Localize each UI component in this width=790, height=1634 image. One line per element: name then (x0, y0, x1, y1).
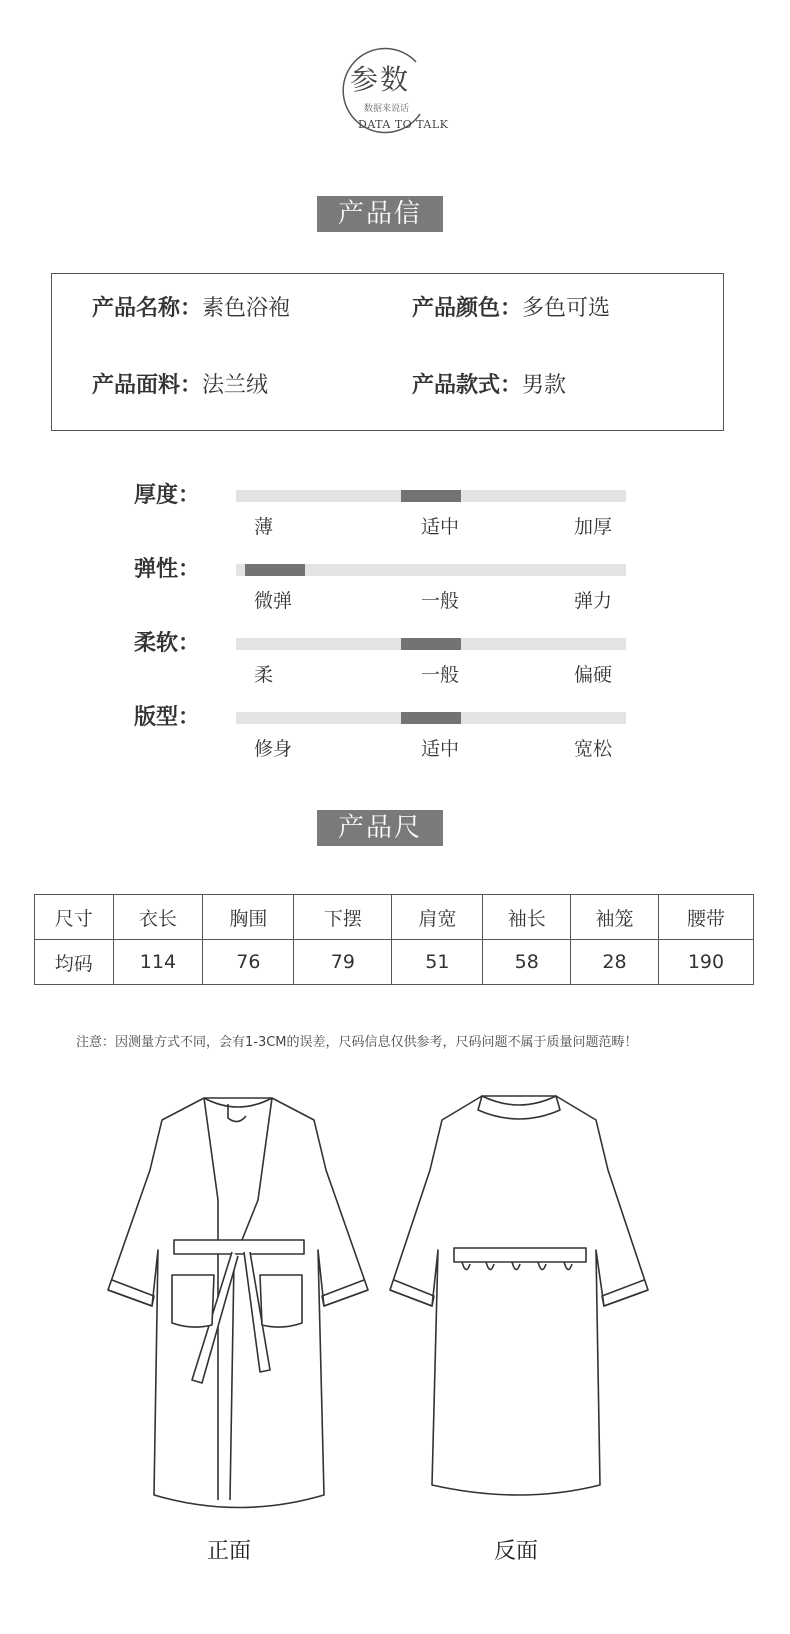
attr-tick-low: 修身 (254, 738, 293, 760)
info-item-style (412, 368, 566, 399)
attr-tick-high: 弹力 (574, 590, 613, 612)
table-cell: 58 (483, 940, 571, 985)
table-header-cell: 下摆 (294, 895, 392, 940)
info-value: 素色浴袍 (202, 296, 291, 321)
logo-title: 参数 (350, 63, 411, 96)
attr-tick-mid: 一般 (421, 590, 460, 612)
table-header-cell: 袖长 (483, 895, 571, 940)
attr-tick-high: 宽松 (574, 738, 613, 760)
table-cell: 均码 (35, 940, 114, 985)
attr-label-softness: 柔软： (134, 631, 201, 656)
table-cell: 51 (392, 940, 483, 985)
measurement-note: 注意：因测量方式不同，会有1-3CM的误差，尺码信息仅供参考，尺码问题不属于质量问题范畴！ (76, 1035, 638, 1050)
attr-tick-low: 微弹 (254, 590, 293, 612)
attr-tick-mid: 一般 (421, 664, 460, 686)
info-item-fabric (92, 368, 268, 399)
attr-tick-mid: 适中 (421, 738, 460, 760)
table-header-cell: 尺寸 (35, 895, 114, 940)
attr-level-indicator (401, 712, 461, 724)
table-cell: 190 (658, 940, 753, 985)
attr-level-indicator (401, 638, 461, 650)
table-cell: 76 (203, 940, 294, 985)
table-header-cell: 袖笼 (571, 895, 659, 940)
info-item-name (92, 291, 290, 322)
info-key: 产品面料： (92, 373, 203, 398)
table-cell: 114 (113, 940, 203, 985)
attr-tick-low: 薄 (254, 516, 274, 538)
attr-tick-low: 柔 (254, 664, 274, 686)
logo-english: DATA TO TALK (358, 118, 449, 131)
attr-track-thickness (236, 490, 626, 502)
attr-track-fit (236, 712, 626, 724)
attr-level-indicator (401, 490, 461, 502)
info-key: 产品名称： (92, 296, 203, 321)
attr-label-fit: 版型： (134, 705, 201, 730)
table-cell: 28 (571, 940, 659, 985)
attr-track-softness (236, 638, 626, 650)
table-header-cell: 肩宽 (392, 895, 483, 940)
info-key: 产品款式： (412, 373, 523, 398)
attr-label-elasticity: 弹性： (134, 557, 201, 582)
logo-subtitle: 数据来说话 (364, 104, 410, 114)
info-key: 产品颜色： (412, 296, 523, 321)
attr-label-thickness: 厚度： (134, 483, 201, 508)
robe-front-drawing (104, 1080, 374, 1520)
info-section-title: 产品信息 (317, 196, 443, 232)
table-cell: 79 (294, 940, 392, 985)
table-header-cell: 腰带 (658, 895, 753, 940)
table-row (35, 940, 754, 985)
attr-track-elasticity (236, 564, 626, 576)
table-header-cell: 胸围 (203, 895, 294, 940)
size-section-title: 产品尺码 (317, 810, 443, 846)
attr-tick-high: 偏硬 (574, 664, 613, 686)
table-header-row (35, 895, 754, 940)
info-value: 多色可选 (522, 296, 611, 321)
info-item-color (412, 291, 610, 322)
size-table (34, 894, 754, 985)
attr-tick-mid: 适中 (421, 516, 460, 538)
info-value: 法兰绒 (202, 373, 269, 398)
attr-level-indicator (245, 564, 305, 576)
product-info-box (51, 273, 724, 431)
info-value: 男款 (522, 373, 567, 398)
back-view-label: 反面 (494, 1539, 539, 1564)
attr-tick-high: 加厚 (574, 516, 613, 538)
brand-logo (338, 44, 448, 144)
front-view-label: 正面 (207, 1539, 252, 1564)
table-header-cell: 衣长 (113, 895, 203, 940)
robe-back-drawing (386, 1080, 656, 1520)
